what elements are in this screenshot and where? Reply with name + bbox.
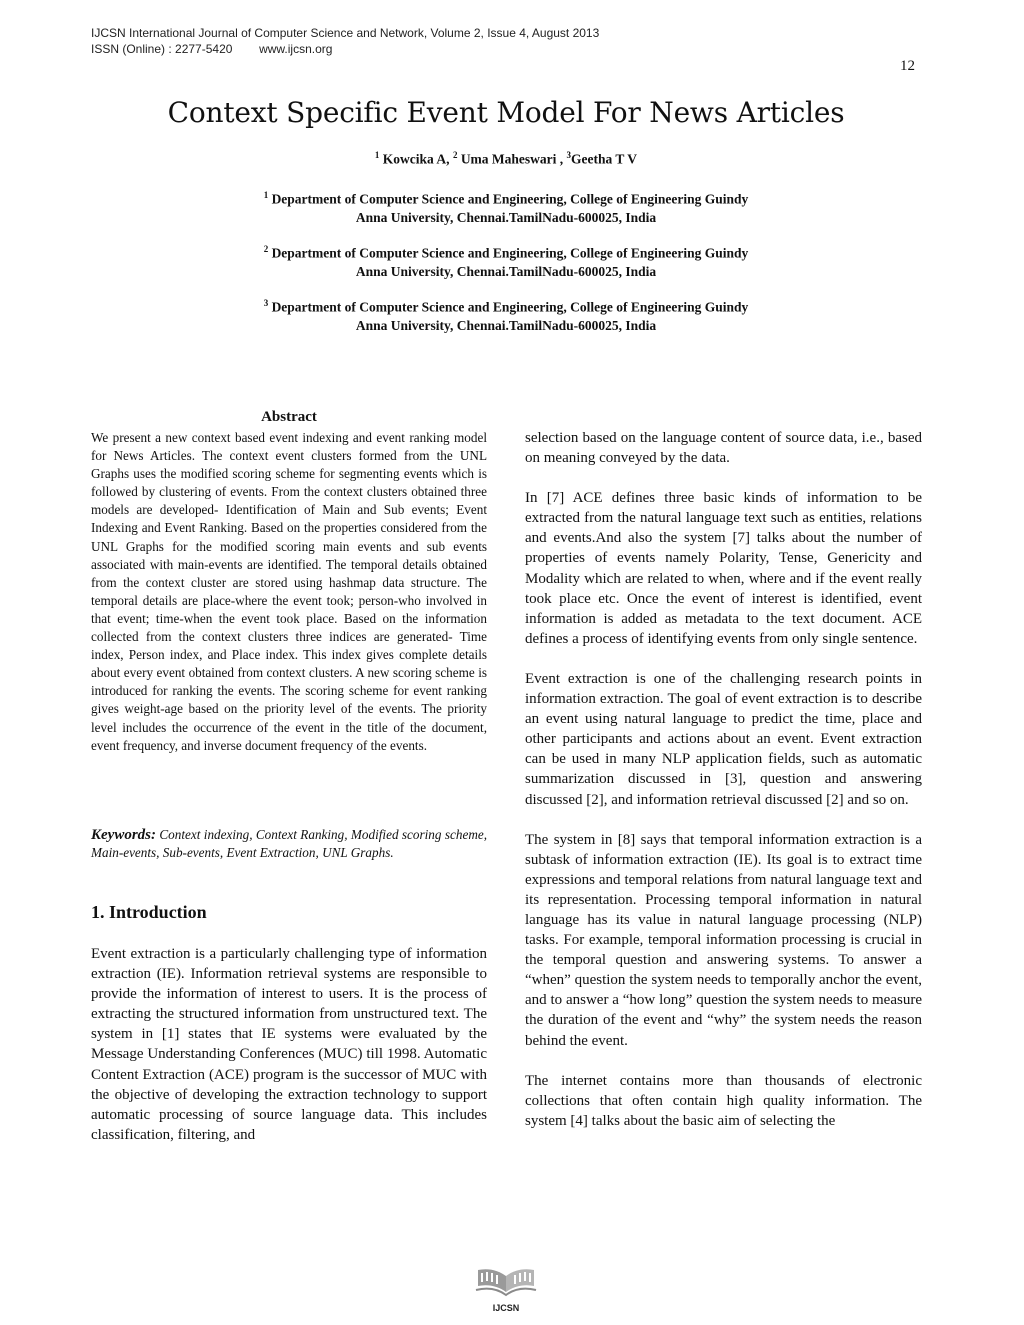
author-sup: 1 — [374, 150, 380, 160]
author-sup: 2 — [452, 150, 458, 160]
paragraph: Event extraction is one of the challenging research points in information extraction. The goal of event extraction is to describe an event using natural language to predict the time, place and other participants and actions about an event. Event extraction can be used in many NLP application fields, such as automatic summarization discussed in [3], question and answering discussed [2], and information retrieval discussed [2] and so on. — [525, 670, 922, 808]
keywords-text: Context indexing, Context Ranking, Modified scoring scheme, Main-events, Sub-events, Event Extraction, UNL Graphs. — [91, 827, 487, 861]
issn-line — [91, 41, 599, 57]
affiliation — [0, 186, 1012, 227]
affiliation-line: Department of Computer Science and Engineering, College of Engineering Guindy — [271, 245, 749, 261]
page-number: 12 — [900, 58, 915, 74]
author-sup: 3 — [566, 150, 572, 160]
affiliation-sup: 1 — [263, 190, 269, 200]
keywords — [91, 826, 487, 862]
author-name: Geetha T V — [571, 151, 638, 167]
section-heading-introduction: 1. Introduction — [91, 902, 207, 922]
open-book-icon — [474, 1262, 538, 1298]
affiliation-line: Anna University, Chennai.TamilNadu-600025, India — [355, 209, 657, 225]
author-list — [0, 150, 1012, 168]
paragraph: selection based on the language content of source data, i.e., based on meaning conveyed by the data. — [525, 430, 922, 467]
affiliation-line: Department of Computer Science and Engineering, College of Engineering Guindy — [271, 299, 749, 315]
author-name: Uma Maheswari , — [460, 151, 564, 167]
journal-line: IJCSN International Journal of Computer Science and Network, Volume 2, Issue 4, August 2013 — [91, 26, 600, 40]
journal-url: www.ijcsn.org — [259, 42, 333, 56]
author-name: Kowcika A, — [382, 151, 450, 167]
affiliation-line: Anna University, Chennai.TamilNadu-600025, India — [355, 317, 657, 333]
affiliation-sup: 3 — [263, 298, 269, 308]
abstract-body: We present a new context based event indexing and event ranking model for News Articles. The context event clusters formed from the UNL Graphs uses the modified scoring scheme for segmenting events which is followed by clustering of events. From the context clusters obtained three models are developed- Identification of Main and Sub events; Event Indexing and Event Ranking. Based on the properties considered from the UNL Graphs for the modified scoring main events and sub events associated with main-events are identified. The temporal details obtained from the context cluster are stored using hashmap data structure. The temporal details are place-where the event took; person-who involved in that event; time-when the event took place. Based on the information collected from the context clusters three indices are generated- Time index, Person index, and Place index. This index gives complete details about every event obtained from context clusters. A new scoring scheme is introduced for ranking the events. The scoring scheme for event ranking gives weight-age based on the priority level of the events. The priority level includes the occurrence of the event in the title of the document, event frequency, and inverse document frequency of the events. — [91, 430, 487, 753]
affiliation — [0, 240, 1012, 281]
right-column — [525, 428, 922, 1151]
journal-logo — [474, 1262, 538, 1313]
affiliation-sup: 2 — [263, 244, 269, 254]
paper-title: Context Specific Event Model For News Articles — [167, 96, 845, 129]
paragraph: The internet contains more than thousands of electronic collections that often contain high quality information. The system [4] talks about the basic aim of selecting the — [525, 1072, 922, 1129]
running-header — [91, 25, 599, 57]
affiliation-line: Anna University, Chennai.TamilNadu-600025, India — [355, 263, 657, 279]
paragraph: The system in [8] says that temporal information extraction is a subtask of information extraction (IE). Its goal is to extract time expressions and temporal relations from natural language text and its representation. Processing temporal information in natural language has its value in natural language processing (NLP) tasks. For example, temporal information processing is crucial in the temporal question and answering systems. To answer a “when” question the system needs to temporally anchor the event, and to answer a “how long” question the system needs to measure the duration of the event and “why” the system needs the reason behind the event. — [525, 831, 922, 1049]
issn: ISSN (Online) : 2277-5420 — [91, 42, 233, 56]
affiliation-line: Department of Computer Science and Engineering, College of Engineering Guindy — [271, 191, 749, 207]
paragraph: In [7] ACE defines three basic kinds of information to be extracted from the natural language text such as entities, relations and events.And also the system [7] talks about the number of properties of events namely Polarity, Tense, Genericity and Modality which are related to when, where and if the event really took place etc. Once the event of interest is identified, event information is added as metadata to the text document. ACE defines a process of identifying events from only single sentence. — [525, 490, 922, 647]
affiliation — [0, 294, 1012, 335]
abstract-heading: Abstract — [261, 409, 317, 425]
introduction-body: Event extraction is a particularly challenging type of information extraction (IE). Information retrieval systems are responsible to provide the information of interest to users. It is the process of extracting the structured information from unstructured text. The system in [1] states that IE systems were evaluated by the Message Understanding Conferences (MUC) till 1998. Automatic Content Extraction (ACE) program is the successor of MUC with the objective of developing the extraction technology to support automatic processing of source language data. This includes classification, filtering, and — [91, 946, 487, 1143]
keywords-label: Keywords: — [91, 827, 156, 843]
logo-label: IJCSN — [492, 1303, 520, 1313]
